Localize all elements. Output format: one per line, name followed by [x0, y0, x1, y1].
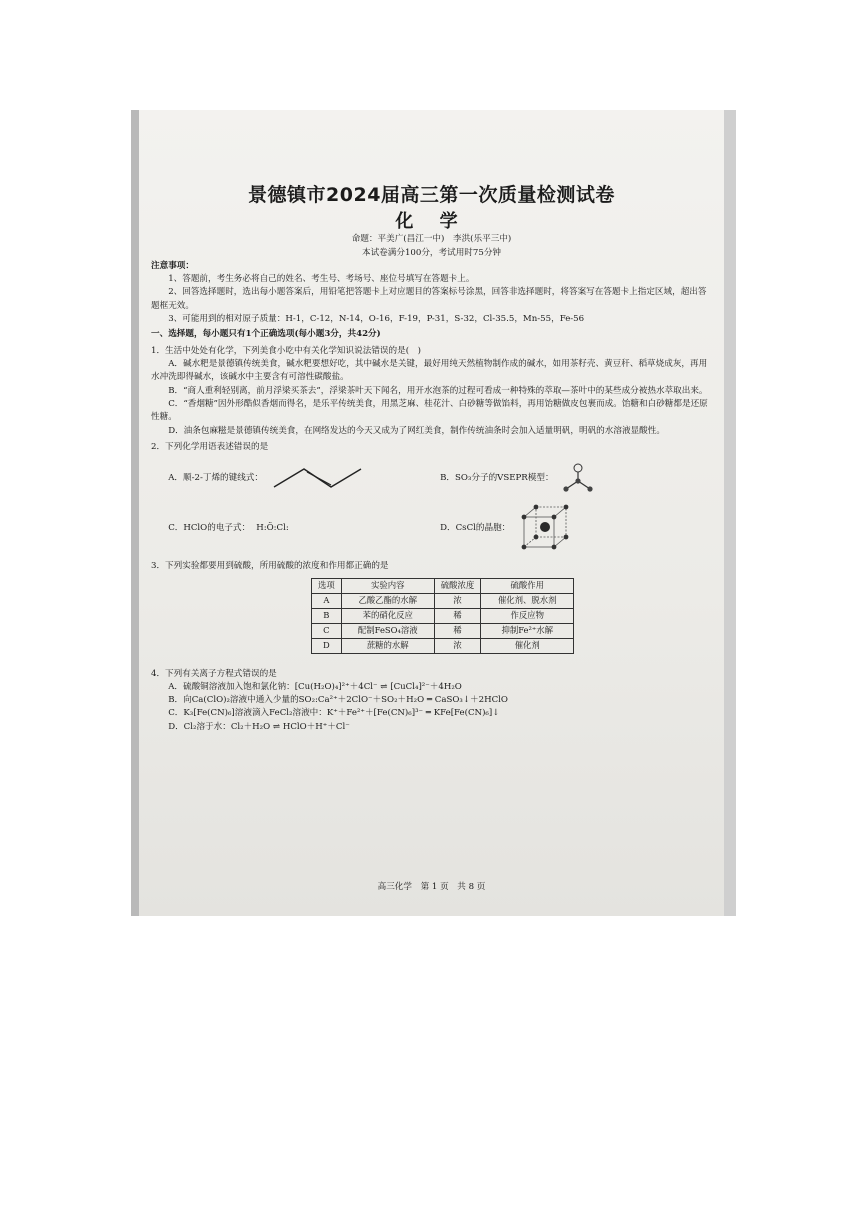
table-header-cell: 硫酸浓度	[434, 578, 481, 593]
option-a-label: A．顺-2-丁烯的键线式：	[168, 472, 264, 483]
exam-authors: 命题：平美广(昌江一中) 李洪(乐平三中)	[351, 234, 512, 245]
table-header-cell: 实验内容	[341, 578, 434, 593]
table-cell: 配制FeSO₄溶液	[341, 623, 434, 638]
table-cell: 催化剂、脱水剂	[481, 593, 574, 608]
cscl-unit-cell-icon	[518, 503, 572, 553]
page-shadow	[131, 110, 139, 916]
question-3	[151, 560, 712, 653]
options-row-ab	[151, 460, 712, 496]
table-cell: A	[312, 593, 342, 608]
option-c: C．K₃[Fe(CN)₆]溶液滴入FeCl₂溶液中：K⁺＋Fe²⁺＋[Fe(CN)₆]³⁻ ═ KFe[Fe(CN)₆]↓	[168, 708, 500, 719]
note-item: 3、可能用到的相对原子质量：H-1，C-12，N-14，O-16，F-19，P-31，S-32，Cl-35.5，Mn-55，Fe-56	[168, 314, 585, 325]
table-cell: B	[312, 608, 342, 623]
question-2	[151, 441, 712, 554]
section-heading: 一、选择题，每小题只有1个正确选项(每小题3分，共42分)	[151, 329, 381, 340]
table-cell: 稀	[434, 623, 481, 638]
option-c: C．“香烟糖”因外形酷似香烟而得名，是乐平传统美食，用黑芝麻、桂花汁、白砂糖等做馅料，再用饴糖做皮包裹而成。饴糖和白砂糖都是还原性糖。	[151, 398, 708, 423]
question-4	[151, 668, 712, 735]
option-d-label: D．CsCl的晶胞：	[440, 522, 511, 533]
option-b	[440, 461, 712, 495]
table-cell: 抑制Fe²⁺水解	[481, 623, 574, 638]
table-row	[312, 593, 574, 608]
table-cell: C	[312, 623, 342, 638]
table-row	[312, 623, 574, 638]
option-b-label: B．SO₃分子的VSEPR模型：	[440, 472, 554, 483]
option-a	[151, 463, 440, 493]
page-footer: 高三化学 第 1 页 共 8 页	[377, 882, 486, 892]
option-d	[440, 503, 712, 553]
table-cell: 催化剂	[481, 638, 574, 653]
note-item: 2、回答选择题时，选出每小题答案后，用铅笔把答题卡上对应题目的答案标号涂黑，回答非选择题时，将答案写在答题卡上指定区域，超出答题框无效。	[151, 287, 707, 311]
table-row	[312, 608, 574, 623]
option-b: B．向Ca(ClO)₂溶液中通入少量的SO₂:Ca²⁺＋2ClO⁻＋SO₂＋H₂O ═ CaSO₃↓＋2HClO	[168, 695, 508, 706]
table-cell: 作反应物	[481, 608, 574, 623]
option-d: D．Cl₂溶于水：Cl₂＋H₂O ⇌ HClO＋H⁺＋Cl⁻	[168, 721, 350, 732]
table-header-row	[312, 578, 574, 593]
table-row	[312, 638, 574, 653]
option-a: A．硫酸铜溶液加入饱和氯化钠：[Cu(H₂O)₄]²⁺＋4Cl⁻ ⇌ [CuCl₄]²⁻＋4H₂O	[168, 681, 462, 692]
experiment-table	[311, 578, 574, 654]
table-cell: 乙酸乙酯的水解	[341, 593, 434, 608]
table-cell: 浓	[434, 638, 481, 653]
table-cell: D	[312, 638, 342, 653]
hclo-electron-formula: H:Ö:Cl:	[256, 522, 289, 533]
note-item: 1、答题前，考生务必将自己的姓名、考生号、考场号、座位号填写在答题卡上。	[168, 274, 475, 285]
option-c-label: C．HClO的电子式：	[168, 522, 251, 533]
notes-heading: 注意事项：	[151, 260, 194, 271]
option-a: A．碱水粑是景德镇传统美食，碱水粑要想好吃，其中碱水是关键，最好用纯天然植物制作成的碱水，如用茶籽壳、黄豆秆、稻草烧成灰，再用水冲洗即得碱水，该碱水中主要含有可溶性碳酸盐。	[151, 359, 708, 383]
table-cell: 浓	[434, 593, 481, 608]
option-d: D．油条包麻糍是景德镇传统美食，在网络发达的今天又成为了网红美食，制作传统油条时会加入适量明矾，明矾的水溶液显酸性。	[168, 425, 665, 436]
exam-score-time: 本试卷满分100分，考试用时75分钟	[361, 247, 502, 258]
options-row-cd	[151, 502, 712, 554]
table-cell: 蔗糖的水解	[341, 638, 434, 653]
exam-sheet	[139, 110, 724, 916]
table-cell: 苯的硝化反应	[341, 608, 434, 623]
option-c	[151, 522, 440, 535]
photo-frame	[131, 110, 736, 916]
table-cell: 稀	[434, 608, 481, 623]
question-stem: 1．生活中处处有化学，下列美食小吃中有关化学知识说法错误的是( )	[151, 345, 421, 356]
exam-title: 景德镇市2024届高三第一次质量检测试卷	[248, 184, 615, 206]
table-header-cell: 硫酸作用	[481, 578, 574, 593]
option-b: B．“商人重利轻别离，前月浮梁买茶去”，浮梁茶叶天下闻名，用开水泡茶的过程可看成一种特殊的萃取—茶叶中的某些成分被热水萃取出来。	[168, 385, 708, 396]
exam-subject: 化 学	[395, 210, 468, 232]
question-stem: 2．下列化学用语表述错误的是	[151, 441, 269, 452]
question-stem: 4．下列有关离子方程式错误的是	[151, 668, 277, 679]
question-1	[151, 345, 712, 438]
vsepr-model-icon	[558, 461, 598, 495]
question-stem: 3．下列实验都要用到硫酸，所用硫酸的浓度和作用都正确的是	[151, 561, 389, 572]
table-header-cell: 选项	[312, 578, 342, 593]
cis-2-butene-skeletal-icon	[269, 463, 369, 493]
